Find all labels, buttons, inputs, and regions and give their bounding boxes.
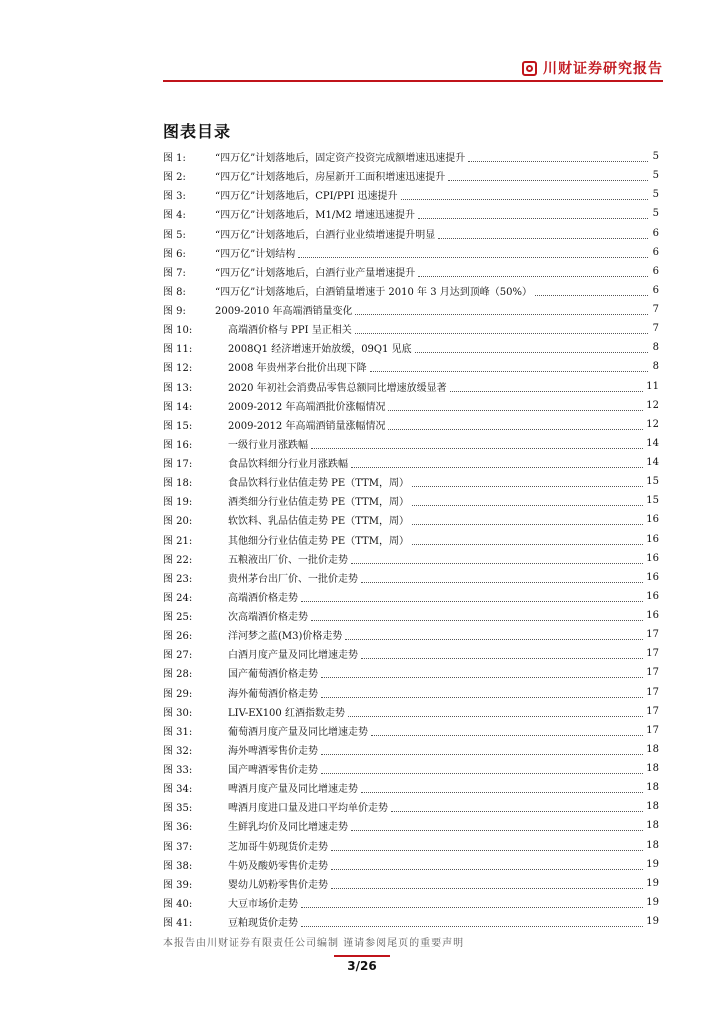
toc-entry[interactable] — [163, 357, 659, 376]
toc-entry[interactable] — [163, 587, 659, 606]
page-ref: 7 — [652, 323, 659, 335]
figure-number: 图 31: — [163, 726, 193, 738]
page-ref: 19 — [646, 877, 659, 889]
dot-leader — [415, 342, 648, 353]
figure-title: 生鲜乳均价及同比增速走势 — [228, 822, 348, 834]
dot-leader — [311, 438, 643, 449]
figure-title: 婴幼儿奶粉零售价走势 — [228, 879, 328, 891]
brand-name: 川财证券研究报告 — [543, 61, 663, 77]
figure-title: 高端酒价格走势 — [228, 592, 298, 604]
figure-number: 图 29: — [163, 688, 193, 700]
toc-entry[interactable] — [163, 243, 659, 262]
figure-number: 图 26: — [163, 631, 193, 643]
footer-disclaimer: 本报告由川财证券有限责任公司编制 谨请参阅尾页的重要声明 — [163, 938, 465, 949]
figure-number: 图 24: — [163, 592, 193, 604]
page-ref: 12 — [646, 399, 659, 411]
figure-title: 一级行业月涨跌幅 — [228, 439, 308, 451]
toc-entry[interactable] — [163, 893, 659, 912]
figure-title: “四万亿”计划结构 — [215, 248, 296, 260]
page-ref: 18 — [646, 743, 659, 755]
toc-entry[interactable] — [163, 204, 659, 223]
figure-title: 2020 年初社会消费品零售总额同比增速放缓显著 — [228, 382, 447, 394]
toc-entry[interactable] — [163, 855, 659, 874]
toc-entry[interactable] — [163, 644, 659, 663]
figure-number: 图 41: — [163, 918, 193, 930]
dot-leader — [438, 228, 648, 239]
figure-number: 图 21: — [163, 535, 193, 547]
toc-entry[interactable] — [163, 778, 659, 797]
dot-leader — [348, 706, 643, 717]
dot-leader — [412, 476, 643, 487]
toc-entry[interactable] — [163, 606, 659, 625]
page-ref: 15 — [646, 495, 659, 507]
page-ref: 11 — [646, 380, 659, 392]
toc-entry[interactable] — [163, 415, 659, 434]
figure-title: 食品饮料行业估值走势 PE（TTM，周） — [228, 478, 409, 490]
figure-number: 图 7: — [163, 267, 186, 279]
toc-entry[interactable] — [163, 338, 659, 357]
figure-number: 图 4: — [163, 210, 186, 222]
figure-number: 图 40: — [163, 898, 193, 910]
figure-title: 白酒月度产量及同比增速走势 — [228, 650, 358, 662]
figure-title: 大豆市场价走势 — [228, 898, 298, 910]
toc-entry[interactable] — [163, 510, 659, 529]
figure-title: 啤酒月度进口量及进口平均单价走势 — [228, 803, 388, 815]
page-ref: 5 — [652, 189, 659, 201]
page-ref: 5 — [652, 170, 659, 182]
toc-entry[interactable] — [163, 147, 659, 166]
figure-number: 图 34: — [163, 784, 193, 796]
toc-entry[interactable] — [163, 625, 659, 644]
toc-entry[interactable] — [163, 472, 659, 491]
dot-leader — [298, 247, 648, 258]
toc-entry[interactable] — [163, 185, 659, 204]
figure-list — [163, 147, 659, 931]
page-ref: 19 — [646, 896, 659, 908]
dot-leader — [351, 553, 643, 564]
toc-entry[interactable] — [163, 797, 659, 816]
figure-number: 图 39: — [163, 879, 193, 891]
page-ref: 16 — [646, 590, 659, 602]
toc-entry[interactable] — [163, 874, 659, 893]
page-ref: 19 — [646, 858, 659, 870]
figure-number: 图 38: — [163, 860, 193, 872]
page-ref: 6 — [652, 284, 659, 296]
page-ref: 18 — [646, 839, 659, 851]
figure-title: 国产葡萄酒价格走势 — [228, 669, 318, 681]
header-rule — [163, 80, 663, 82]
dot-leader — [418, 266, 648, 277]
page-ref: 16 — [646, 533, 659, 545]
figure-title: “四万亿”计划落地后，白酒行业业绩增速提升明显 — [215, 229, 436, 241]
page-ref: 17 — [646, 629, 659, 641]
toc-entry[interactable] — [163, 262, 659, 281]
figure-number: 图 3: — [163, 191, 186, 203]
figure-number: 图 9: — [163, 306, 186, 318]
dot-leader — [355, 323, 648, 334]
figure-title: “四万亿”计划落地后，白酒行业产量增速提升 — [215, 267, 416, 279]
figure-title: 高端酒价格与 PPI 呈正相关 — [228, 325, 352, 337]
figure-title: 酒类细分行业估值走势 PE（TTM，周） — [228, 497, 409, 509]
figure-title: “四万亿”计划落地后，房屋新开工面积增速迅速提升 — [215, 172, 446, 184]
figure-title: 海外葡萄酒价格走势 — [228, 688, 318, 700]
page-ref: 5 — [652, 208, 659, 220]
dot-leader — [311, 610, 643, 621]
toc-entry[interactable] — [163, 453, 659, 472]
toc-entry[interactable] — [163, 740, 659, 759]
dot-leader — [321, 744, 643, 755]
toc-entry[interactable] — [163, 530, 659, 549]
figure-title: 2008 年贵州茅台批价出现下降 — [228, 363, 367, 375]
toc-entry[interactable] — [163, 568, 659, 587]
toc-entry[interactable] — [163, 396, 659, 415]
dot-leader — [345, 629, 643, 640]
page-ref: 16 — [646, 571, 659, 583]
figure-title: “四万亿”计划落地后，M1/M2 增速迅速提升 — [215, 210, 415, 222]
figure-title: “四万亿”计划落地后，白酒销量增速于 2010 年 3 月达到顶峰（50%） — [215, 286, 532, 298]
figure-number: 图 13: — [163, 382, 193, 394]
dot-leader — [301, 916, 643, 927]
page-number — [0, 955, 724, 973]
page-ref: 6 — [652, 246, 659, 258]
figure-title: 次高端酒价格走势 — [228, 612, 308, 624]
figure-number: 图 6: — [163, 248, 186, 260]
dot-leader — [355, 304, 648, 315]
dot-leader — [412, 514, 643, 525]
figure-title: 2009-2010 年高端酒销量变化 — [215, 306, 353, 318]
page-ref: 12 — [646, 418, 659, 430]
figure-number: 图 23: — [163, 573, 193, 585]
figure-title: “四万亿”计划落地后，固定资产投资完成额增速迅速提升 — [215, 153, 466, 165]
dot-leader — [361, 572, 643, 583]
figure-number: 图 35: — [163, 803, 193, 815]
page-ref: 14 — [646, 457, 659, 469]
toc-entry[interactable] — [163, 663, 659, 682]
figure-title: 牛奶及酸奶零售价走势 — [228, 860, 328, 872]
dot-leader — [371, 725, 643, 736]
toc-entry[interactable] — [163, 377, 659, 396]
figure-number: 图 16: — [163, 439, 193, 451]
page-ref: 16 — [646, 610, 659, 622]
figure-title: 国产啤酒零售价走势 — [228, 765, 318, 777]
dot-leader — [448, 170, 648, 181]
page-ref: 17 — [646, 724, 659, 736]
figure-number: 图 20: — [163, 516, 193, 528]
dot-leader — [351, 820, 643, 831]
figure-number: 图 2: — [163, 172, 186, 184]
toc-entry[interactable] — [163, 224, 659, 243]
dot-leader — [468, 151, 648, 162]
page-ref: 16 — [646, 514, 659, 526]
toc-entry[interactable] — [163, 166, 659, 185]
figure-number: 图 1: — [163, 153, 186, 165]
toc-entry[interactable] — [163, 683, 659, 702]
figure-number: 图 8: — [163, 286, 186, 298]
figure-title: 食品饮料细分行业月涨跌幅 — [228, 459, 348, 471]
page-ref: 7 — [652, 304, 659, 316]
page-ref: 5 — [652, 151, 659, 163]
page-ref: 15 — [646, 476, 659, 488]
page-ref: 8 — [652, 361, 659, 373]
figure-title: 2008Q1 经济增速开始放缓，09Q1 见底 — [228, 344, 412, 356]
dot-leader — [418, 208, 648, 219]
dot-leader — [361, 782, 643, 793]
figure-number: 图 36: — [163, 822, 193, 834]
figure-number: 图 37: — [163, 841, 193, 853]
figure-title: 啤酒月度产量及同比增速走势 — [228, 784, 358, 796]
page-ref: 6 — [652, 265, 659, 277]
dot-leader — [361, 648, 643, 659]
page-ref: 18 — [646, 763, 659, 775]
page-ref: 17 — [646, 705, 659, 717]
dot-leader — [535, 285, 648, 296]
dot-leader — [450, 381, 644, 392]
page-ref: 18 — [646, 820, 659, 832]
figure-title: 软饮料、乳品估值走势 PE（TTM，周） — [228, 516, 409, 528]
dot-leader — [331, 840, 643, 851]
figure-number: 图 27: — [163, 650, 193, 662]
dot-leader — [391, 801, 643, 812]
figure-title: 2009-2012 年高端酒销量涨幅情况 — [228, 420, 386, 432]
figure-title: 贵州茅台出厂价、一批价走势 — [228, 573, 358, 585]
figure-number: 图 5: — [163, 229, 186, 241]
chuancai-logo-icon — [522, 61, 537, 76]
page-ref: 6 — [652, 227, 659, 239]
figure-number: 图 17: — [163, 459, 193, 471]
dot-leader — [388, 400, 643, 411]
toc-title: 图表目录 — [163, 122, 232, 141]
figure-title: 洋河梦之蓝(M3)价格走势 — [228, 631, 343, 643]
figure-title: 五粮液出厂价、一批价走势 — [228, 554, 348, 566]
dot-leader — [301, 897, 643, 908]
page-ref: 17 — [646, 667, 659, 679]
figure-number: 图 33: — [163, 765, 193, 777]
figure-number: 图 12: — [163, 363, 193, 375]
page-ref: 17 — [646, 648, 659, 660]
toc-entry[interactable] — [163, 434, 659, 453]
dot-leader — [331, 859, 643, 870]
figure-number: 图 30: — [163, 707, 193, 719]
figure-number: 图 10: — [163, 325, 193, 337]
page-number-text: 3/26 — [334, 955, 390, 973]
figure-title: 豆粕现货价走势 — [228, 918, 298, 930]
toc-entry[interactable] — [163, 759, 659, 778]
figure-number: 图 32: — [163, 745, 193, 757]
figure-number: 图 28: — [163, 669, 193, 681]
dot-leader — [321, 687, 643, 698]
toc-entry[interactable] — [163, 281, 659, 300]
toc-entry[interactable] — [163, 816, 659, 835]
toc-entry[interactable] — [163, 912, 659, 931]
figure-number: 图 18: — [163, 478, 193, 490]
figure-number: 图 11: — [163, 344, 193, 356]
figure-title: “四万亿”计划落地后，CPI/PPI 迅速提升 — [215, 191, 398, 203]
dot-leader — [388, 419, 643, 430]
dot-leader — [370, 361, 648, 372]
toc-entry[interactable] — [163, 319, 659, 338]
dot-leader — [301, 591, 643, 602]
dot-leader — [331, 878, 643, 889]
dot-leader — [321, 667, 643, 678]
page-ref: 14 — [646, 437, 659, 449]
figure-number: 图 22: — [163, 554, 193, 566]
toc-entry[interactable] — [163, 300, 659, 319]
figure-number: 图 14: — [163, 401, 193, 413]
figure-number: 图 19: — [163, 497, 193, 509]
dot-leader — [412, 534, 643, 545]
dot-leader — [412, 495, 643, 506]
toc-entry[interactable] — [163, 549, 659, 568]
dot-leader — [401, 189, 648, 200]
brand — [522, 58, 663, 78]
page-ref: 16 — [646, 552, 659, 564]
toc-entry[interactable] — [163, 721, 659, 740]
figure-number: 图 25: — [163, 612, 193, 624]
toc-entry[interactable] — [163, 836, 659, 855]
figure-title: 其他细分行业估值走势 PE（TTM，周） — [228, 535, 409, 547]
page-ref: 18 — [646, 782, 659, 794]
page-ref: 19 — [646, 916, 659, 928]
page-ref: 17 — [646, 686, 659, 698]
toc-entry[interactable] — [163, 491, 659, 510]
figure-title: 2009-2012 年高端酒批价涨幅情况 — [228, 401, 386, 413]
figure-title: 海外啤酒零售价走势 — [228, 745, 318, 757]
figure-number: 图 15: — [163, 420, 193, 432]
dot-leader — [351, 457, 643, 468]
page-ref: 8 — [652, 342, 659, 354]
dot-leader — [321, 763, 643, 774]
page-header — [163, 44, 663, 82]
figure-title: 葡萄酒月度产量及同比增速走势 — [228, 726, 368, 738]
page-ref: 18 — [646, 801, 659, 813]
figure-title: LIV-EX100 红酒指数走势 — [228, 707, 345, 719]
figure-title: 芝加哥牛奶现货价走势 — [228, 841, 328, 853]
toc-entry[interactable] — [163, 702, 659, 721]
